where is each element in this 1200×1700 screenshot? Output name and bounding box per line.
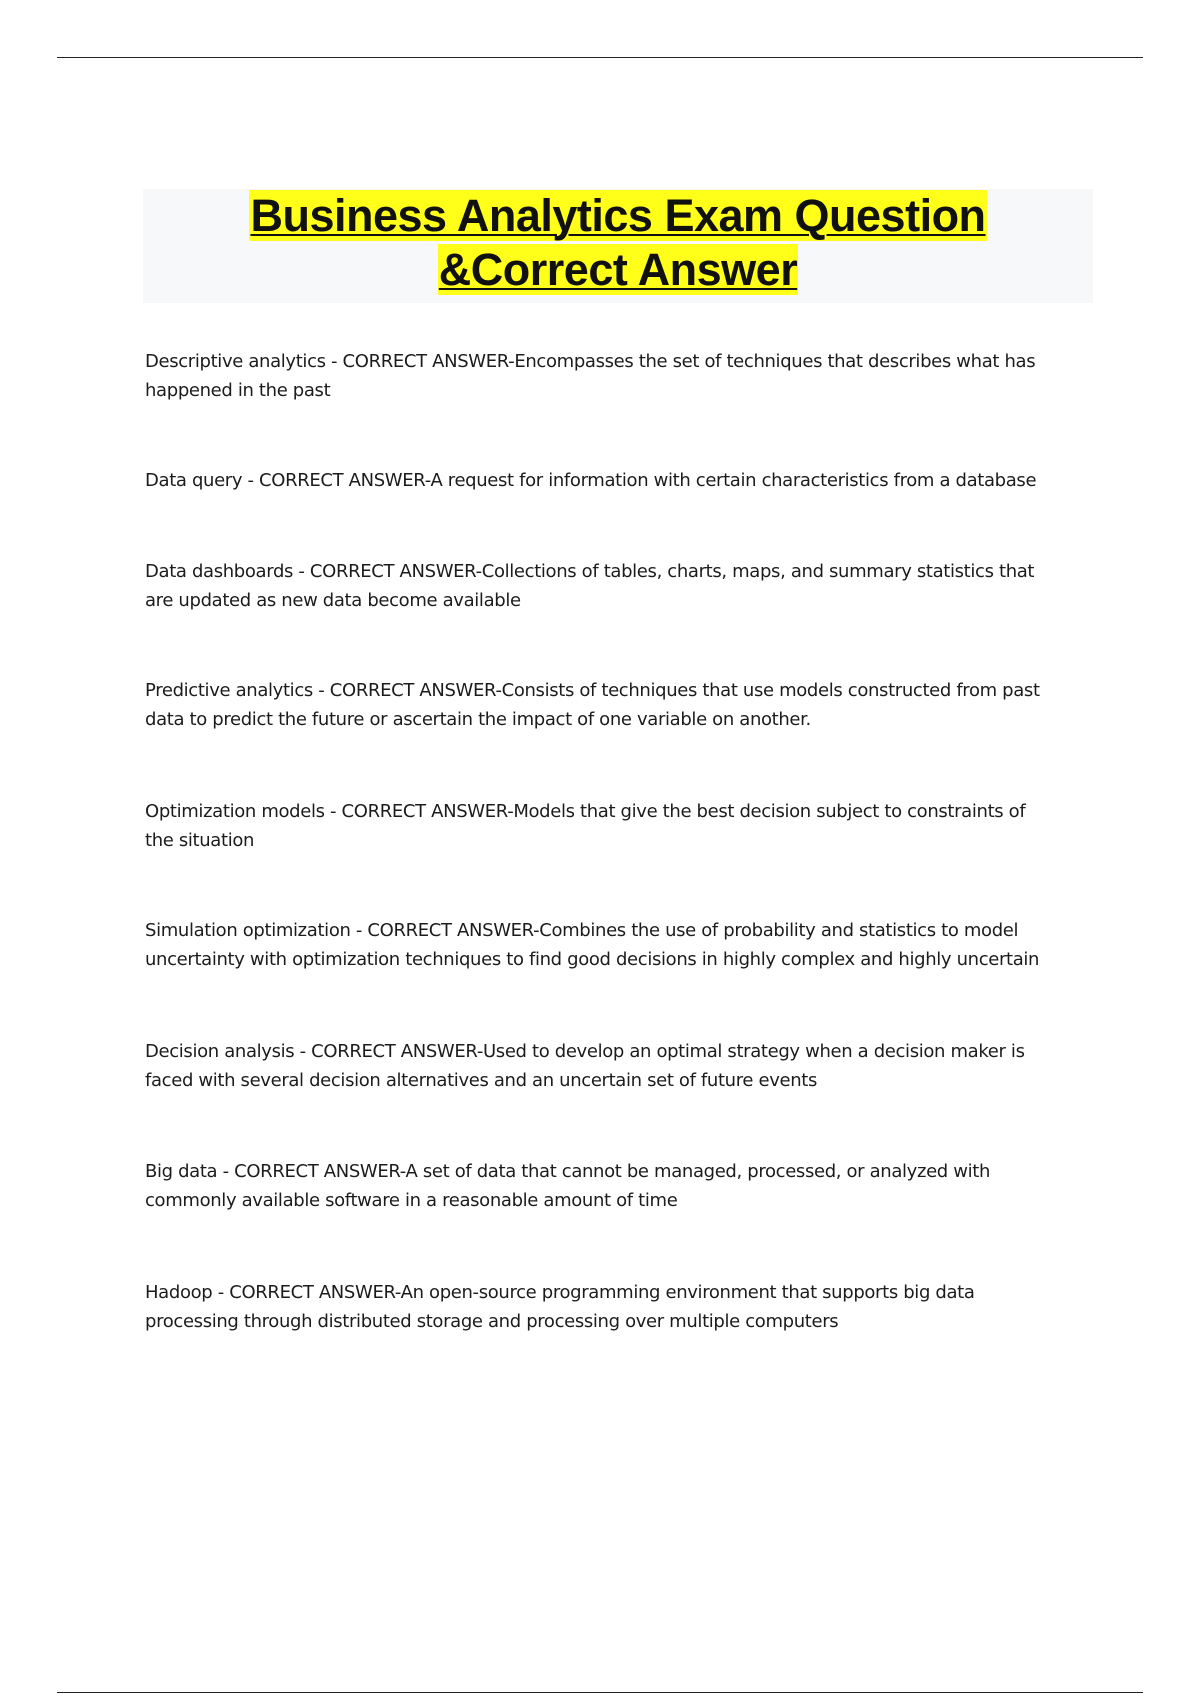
qa-line: Descriptive analytics - CORRECT ANSWER-Encompasses the set of techniques that describes what has bbox=[145, 351, 1036, 372]
qa-line: faced with several decision alternatives and an uncertain set of future events bbox=[145, 1070, 818, 1091]
title-line-1 bbox=[143, 189, 1093, 243]
title-line-2 bbox=[143, 243, 1093, 297]
qa-entry-simulation-optimization bbox=[145, 916, 1080, 974]
qa-line: the situation bbox=[145, 830, 255, 851]
bottom-rule bbox=[57, 1692, 1143, 1693]
title-text-2: &Correct Answer bbox=[438, 244, 798, 295]
qa-line: are updated as new data become available bbox=[145, 590, 521, 611]
qa-line: uncertainty with optimization techniques to find good decisions in highly complex and highly uncertain bbox=[145, 949, 1040, 970]
qa-line: processing through distributed storage and processing over multiple computers bbox=[145, 1311, 839, 1332]
qa-entry-optimization-models bbox=[145, 797, 1080, 855]
qa-line: Decision analysis - CORRECT ANSWER-Used to develop an optimal strategy when a decision maker is bbox=[145, 1041, 1025, 1062]
qa-line: commonly available software in a reasonable amount of time bbox=[145, 1190, 678, 1211]
document-title bbox=[143, 189, 1093, 303]
qa-entry-big-data bbox=[145, 1157, 1080, 1215]
qa-line: Hadoop - CORRECT ANSWER-An open-source programming environment that supports big data bbox=[145, 1282, 975, 1303]
qa-line: Data dashboards - CORRECT ANSWER-Collections of tables, charts, maps, and summary statistics that bbox=[145, 561, 1035, 582]
qa-line: data to predict the future or ascertain the impact of one variable on another. bbox=[145, 709, 811, 730]
qa-line: Simulation optimization - CORRECT ANSWER-Combines the use of probability and statistics to model bbox=[145, 920, 1019, 941]
qa-line: Big data - CORRECT ANSWER-A set of data that cannot be managed, processed, or analyzed with bbox=[145, 1161, 991, 1182]
qa-line: Data query - CORRECT ANSWER-A request for information with certain characteristics from a database bbox=[145, 470, 1037, 491]
title-text-1: Business Analytics Exam Question bbox=[250, 190, 986, 241]
qa-entry-predictive-analytics bbox=[145, 676, 1080, 734]
qa-line: happened in the past bbox=[145, 380, 331, 401]
top-rule bbox=[57, 57, 1143, 58]
qa-entry-descriptive-analytics bbox=[145, 347, 1080, 405]
qa-line: Predictive analytics - CORRECT ANSWER-Consists of techniques that use models constructed from past bbox=[145, 680, 1040, 701]
qa-entry-hadoop bbox=[145, 1278, 1080, 1336]
qa-entry-decision-analysis bbox=[145, 1037, 1080, 1095]
qa-entry-data-query bbox=[145, 466, 1080, 495]
qa-line: Optimization models - CORRECT ANSWER-Models that give the best decision subject to constraints of bbox=[145, 801, 1026, 822]
qa-entry-data-dashboards bbox=[145, 557, 1080, 615]
